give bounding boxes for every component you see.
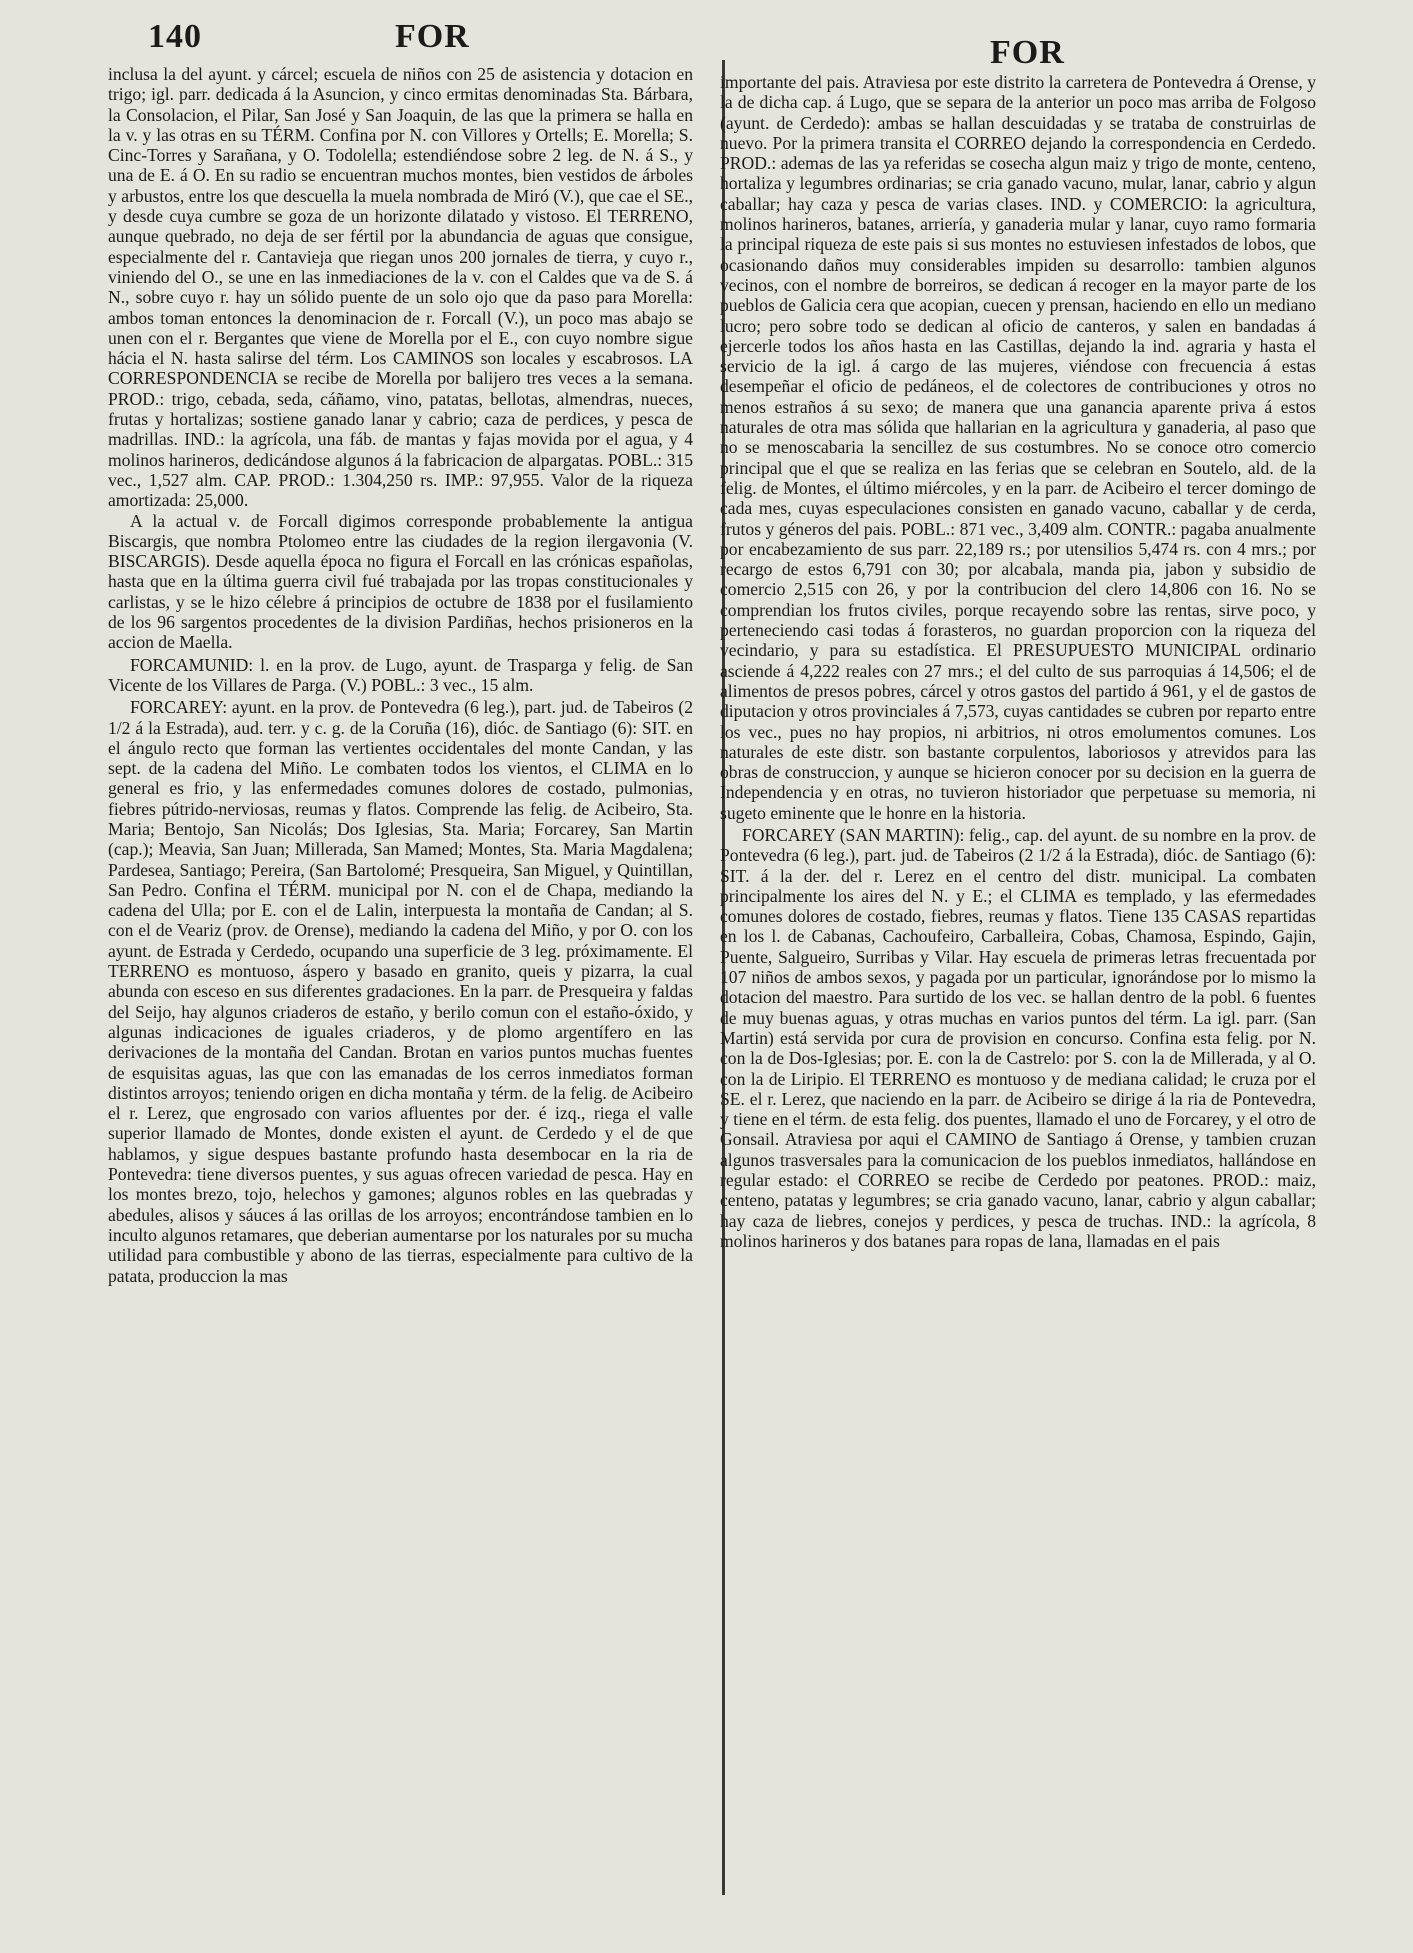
running-head-left: FOR	[395, 18, 470, 55]
text-columns	[108, 64, 1316, 1934]
paragraph-forcall-history: A la actual v. de Forcall digimos corresponde probablemente la antigua Biscargis, que nombra Ptolomeo entre las ciudades de la region ilergavonia (V. BISCARGIS). Desde aquella época no figura el Forcall en las crónicas españolas, hasta que en la última guerra civil fué trabajada por las tropas constitucionales y carlistas, y se le hizo célebre á principios de octubre de 1838 por el fusilamiento de los 96 sargentos procedentes de la division Pardiñas, hechos prisioneros en la accion de Maella.	[108, 510, 693, 653]
paragraph-forcall-description: inclusa la del ayunt. y cárcel; escuela de niños con 25 de asistencia y dotacion en trigo; igl. parr. dedicada á la Asuncion, y cinco ermitas denominadas Sta. Bárbara, la Consolacion, el Pilar, San José y San Joaquin, de las que la primera se halla en la v. y las otras en su TÉRM. Confina por N. con Villores y Ortells; E. Morella; S. Cinc-Torres y Sarañana, y O. Todolella; estendiéndose sobre 2 leg. de N. á S., y una de E. á O. En su radio se encuentran muchos montes, bien vestidos de árboles y arbustos, entre los que descuella la muela nombrada de Miró (V.), que cae el SE., y desde cuya cumbre se goza de un horizonte dilatado y vistoso. El TERRENO, aunque quebrado, no deja de ser fértil por la abundancia de aguas que consigue, especialmente del r. Cantavieja que riegan unos 200 jornales de tierra, y cuyo r., viniendo del O., se une en las inmediaciones de la v. con el Caldes que va de S. á N., sobre cuyo r. hay un sólido puente de un solo ojo que da paso para Morella: ambos toman entonces la denominacion de r. Forcall (V.), un poco mas abajo se unen con el r. Bergantes que viene de Morella por el E., con cuyo nombre sigue hácia el N. hasta salirse del térm. Los CAMINOS son locales y escabrosos. LA CORRESPONDENCIA se recibe de Morella por balijero tres veces a la semana. PROD.: trigo, cebada, seda, cáñamo, vino, patatas, bellotas, almendras, nueces, frutas y hortalizas; sostiene ganado lanar y cabrio; caza de perdices, y pesca de madrillas. IND.: la agrícola, una fáb. de mantas y fajas movida por el agua, y 4 molinos harineros, dedicándose algunos á la fabricacion de alpargatas. POBL.: 315 vec., 1,527 alm. CAP. PROD.: 1.304,250 rs. IMP.: 97,955. Valor de la riqueza amortizada: 25,000.	[108, 64, 693, 511]
entry-forcarey-san-martin: FORCAREY (SAN MARTIN): felig., cap. del ayunt. de su nombre en la prov. de Pontevedra (6 leg.), part. jud. de Tabeiros (2 1/2 á la Estrada), dióc. de Santiago (6): SIT. á la der. del r. Lerez en el centro del distr. municipal. La combaten principalmente los aires del N. y E.; el CLIMA es templado, y las efermedades comunes dolores de costado, fiebres, reumas y flatos. Tiene 135 CASAS repartidas en los l. de Cabanas, Cachoufeiro, Carballeira, Cobas, Chamosa, Espindo, Gajin, Puente, Salgueiro, Surribas y Vilar. Hay escuela de primeras letras frecuentada por 107 niños de ambos sexos, y pagada por un particular, ignorándose por lo mismo la dotacion del maestro. Para surtido de los vec. se hallan dentro de la pobl. 6 fuentes de muy buenas aguas, y otras muchas en varios puntos del térm. La igl. parr. (San Martin) está servida por cura de provision en concurso. Confina esta felig. por N. con la de Dos-Iglesias; por. E. con la de Castrelo: por S. con la de Millerada, y al O. con la de Liripio. El TERRENO es montuoso y de mediana calidad; le cruza por el SE. el r. Lerez, que naciendo en la parr. de Acibeiro se dirige á la ria de Pontevedra, y tiene en el térm. de esta felig. dos puentes, llamado el uno de Forcarey, y el otro de Gonsail. Atraviesa por aqui el CAMINO de Santiago á Orense, y tambien cruzan algunos trasversales para la comunicacion de los pueblos inmediatos, hallándose en regular estado: el CORREO se recibe de Cerdedo por peatones. PROD.: maiz, centeno, patatas y legumbres; se cria ganado vacuno, lanar, cabrio y algun caballar; hay caza de liebres, conejos y perdices, y pesca de truchas. IND.: la agrícola, 8 molinos harineros y dos batanes para ropas de lana, llamadas en el pais	[720, 824, 1316, 1251]
entry-forcamunid: FORCAMUNID: l. en la prov. de Lugo, ayunt. de Trasparga y felig. de San Vicente de los Villares de Parga. (V.) POBL.: 3 vec., 15 alm.	[108, 654, 693, 695]
right-column	[720, 72, 1316, 1942]
running-head-right: FOR	[990, 34, 1065, 71]
left-column	[108, 64, 693, 1934]
paragraph-forcarey-continued: importante del pais. Atraviesa por este distrito la carretera de Pontevedra á Orense, y la de dicha cap. á Lugo, que se separa de la anterior un poco mas arriba de Folgoso (ayunt. de Cerdedo): ambas se hallan descuidadas y se trataba de construirlas de nuevo. Por la primera transita el CORREO dejando la correspondencia en Cerdedo. PROD.: ademas de las ya referidas se cosecha algun maiz y trigo de monte, centeno, hortaliza y legumbres ordinarias; se cria ganado vacuno, mular, lanar, cabrio y algun caballar; hay caza y pesca de varias clases. IND. y COMERCIO: la agricultura, molinos harineros, batanes, arriería, y ganaderia mular y lanar, cuyo ramo formaria la principal riqueza de este pais si sus montes no estuviesen infestados de lobos, que ocasionando daños muy considerables impiden su desarrollo: tambien algunos vecinos, con el nombre de borreiros, se dedican á recoger en la mayor parte de los pueblos de Galicia cera que acopian, cuecen y prensan, haciendo en ello un mediano lucro; pero sobre todo se dedican al oficio de canteros, y salen en bandadas á ejercerle todos los años hasta en las Castillas, dejando la ind. agraria y hasta el servicio de la igl. á cargo de las mujeres, viéndose con frecuencia á estas desempeñar el oficio de pedáneos, el de colectores de contribuciones y otros no menos estraños á su sexo; de manera que una ganancia aparente priva á estos naturales de otra mas sólida que hallarian en la agricultura y ganaderia, al paso que no se menoscabaria la sencillez de sus costumbres. No se conoce otro comercio principal que el que se realiza en las ferias que se celebran en Soutelo, ald. de la felig. de Montes, el último miércoles, y en la parr. de Acibeiro el tercer domingo de cada mes, cuyas especulaciones consisten en ganado vacuno, caballar y de cerda, frutos y géneros del pais. POBL.: 871 vec., 3,409 alm. CONTR.: pagaba anualmente por encabezamiento de sus parr. 22,189 rs.; por utensilios 5,474 rs. con 4 mrs.; por recargo de estos 6,791 con 30; por alcabala, manda pia, jabon y subsidio de comercio 2,515 con 26, y por la contribucion del clero 14,806 con 16. No se comprendian los frutos civiles, porque recayendo sobre las rentas, sirve poco, y perteneciendo casi todas á forasteros, no guardan proporcion con la riqueza del vecindario, y para su estadística. El PRESUPUESTO MUNICIPAL ordinario asciende á 4,222 reales con 27 mrs.; el del culto de sus parroquias á 14,506; el de alimentos de presos pobres, cárcel y otros gastos del partido á 961, y el de gastos de diputacion y otros provinciales á 7,573, cuyas cantidades se cubren por reparto entre los vec., pues no hay propios, ni arbitrios, ni otros emolumentos comunes. Los naturales de este distr. son bastante corpulentos, laboriosos y atrevidos para las obras de construccion, y aunque se hicieron conocer por su decision en la guerra de Independencia y en otras, no tuvieron historiador que perpetuase su memoria, ni sugeto eminente que le honre en la historia.	[720, 72, 1316, 823]
page-number: 140	[148, 18, 202, 55]
entry-forcarey-ayunt: FORCAREY: ayunt. en la prov. de Pontevedra (6 leg.), part. jud. de Tabeiros (2 1/2 á la Estrada), aud. terr. y c. g. de la Coruña (16), dióc. de Santiago (6): SIT. en el ángulo recto que forman las vertientes occidentales del monte Candan, y las sept. de la cadena del Miño. Le combaten todos los vientos, el CLIMA en lo general es frio, y las enfermedades comunes dolores de costado, pulmonias, fiebres pútrido-nerviosas, reumas y flatos. Comprende las felig. de Acibeiro, Sta. Maria; Bentojo, San Nicolás; Dos Iglesias, Sta. Maria; Forcarey, San Martin (cap.); Meavia, San Juan; Millerada, San Mamed; Montes, Sta. Maria Magdalena; Pardesea, Santiago; Pereira, (San Bartolomé; Presqueira, San Miguel, y Quintillan, San Pedro. Confina el TÉRM. municipal por N. con el de Chapa, mediando la cadena del Ulla; por E. con el de Lalin, interpuesta la montaña de Candan; al S. con el de Veariz (prov. de Orense), mediando la cadena del Miño, y por O. con los ayunt. de Estrada y Cerdedo, ocupando una superficie de 3 leg. próximamente. El TERRENO es montuoso, áspero y basado en granito, queis y pizarra, la cual abunda con esceso en sus diferentes gradaciones. En la parr. de Presqueira y faldas del Seijo, hay algunos criaderos de estaño, y berilo comun con el estaño-óxido, y algunas indicaciones de iguales criaderos, y de plomo argentífero en las derivaciones de la montaña del Candan. Brotan en varios puntos muchas fuentes de esquisitas aguas, las que con las emanadas de los cerros inmediatos forman distintos arroyos; teniendo origen en dicha montaña y térm. de la felig. de Acibeiro el r. Lerez, que engrosado con varios afluentes por der. é izq., riega el valle superior llamado de Montes, donde existen el ayunt. de Cerdedo y el de que hablamos, y sigue despues bastante profundo hasta desembocar en la ria de Pontevedra: tiene diversos puentes, y sus aguas ofrecen variedad de pesca. Hay en los montes brezo, tojo, helechos y gamones; algunos robles en las quebradas y abedules, alisos y sáuces á las orillas de los arroyos; encontrándose tambien en lo inculto algunos retamares, que deberian aumentarse por los naturales por su mucha utilidad para combustible y abono de las tierras, especialmente para cultivo de la patata, produccion la mas	[108, 697, 693, 1286]
